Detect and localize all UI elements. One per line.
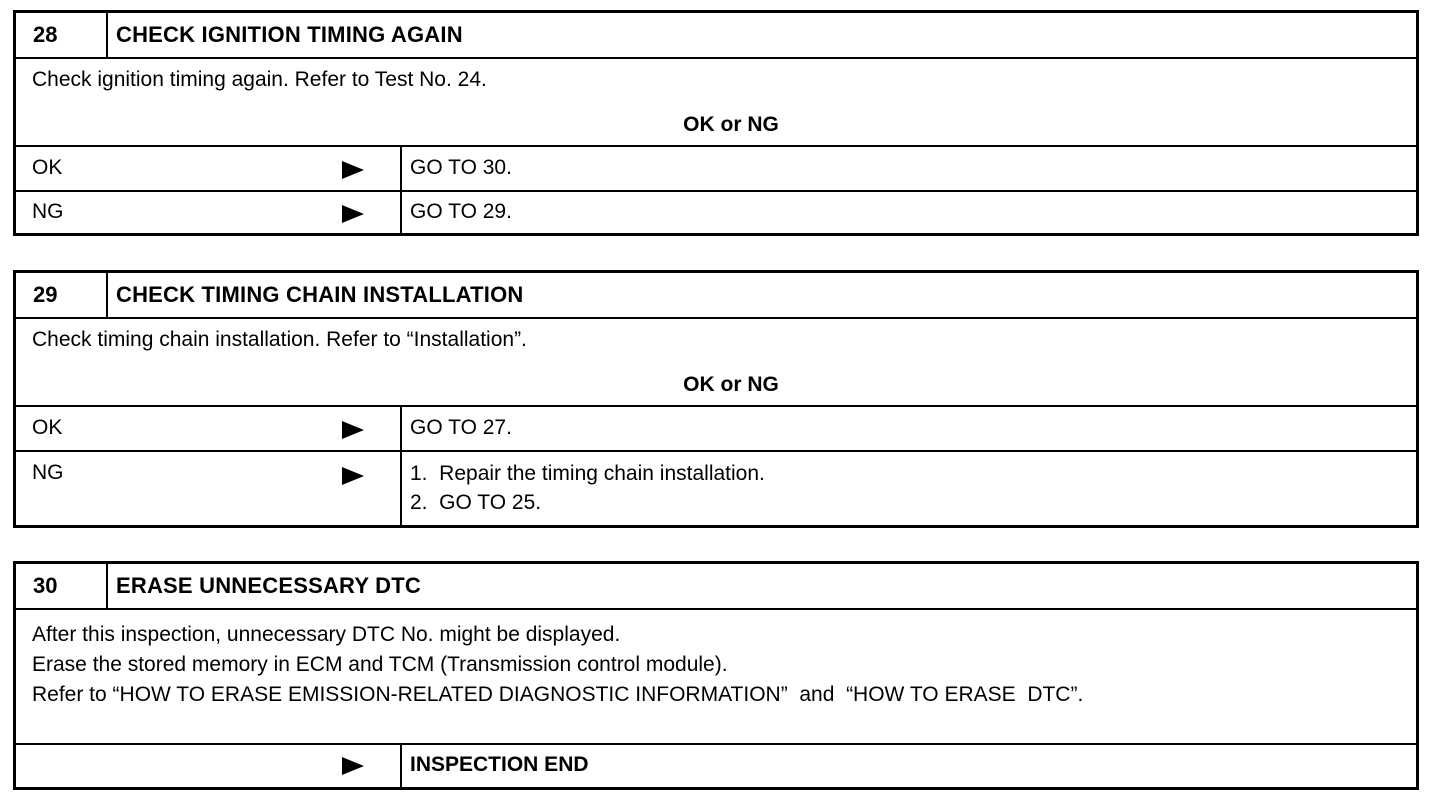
result-action: [402, 192, 1416, 236]
body-line: Check ignition timing again. Refer to Test No. 24.: [32, 68, 487, 91]
step-body: [16, 610, 1416, 745]
result-row-end: [16, 745, 1416, 787]
decision-label: OK or NG: [683, 373, 779, 396]
result-row-ok: [16, 407, 1416, 452]
step-body: [16, 319, 1416, 407]
result-condition: [16, 192, 402, 236]
body-line: Check timing chain installation. Refer to “Installation”.: [32, 328, 527, 351]
arrow-right-icon: [342, 467, 364, 485]
step-header: [16, 13, 1416, 59]
step-28: [13, 10, 1419, 236]
body-line: Refer to “HOW TO ERASE EMISSION-RELATED DIAGNOSTIC INFORMATION” and “HOW TO ERASE DTC”.: [32, 683, 1084, 706]
result-condition: [16, 407, 402, 450]
arrow-right-icon: [342, 757, 364, 775]
step-title: CHECK IGNITION TIMING AGAIN: [116, 22, 463, 47]
result-action: [402, 452, 1416, 527]
result-condition: [16, 452, 402, 527]
result-row-ng: [16, 192, 1416, 236]
body-line: After this inspection, unnecessary DTC No. might be displayed.: [32, 623, 621, 646]
result-condition: [16, 147, 402, 190]
result-row-ok: [16, 147, 1416, 192]
step-header: [16, 273, 1416, 319]
body-line: Erase the stored memory in ECM and TCM (Transmission control module).: [32, 653, 728, 676]
action-line: GO TO 29.: [410, 200, 512, 223]
result-row-ng: [16, 452, 1416, 527]
step-number: 28: [16, 13, 108, 57]
step-number: 30: [16, 564, 108, 608]
action-line: GO TO 27.: [410, 416, 512, 439]
condition-label: NG: [32, 200, 64, 223]
step-title: ERASE UNNECESSARY DTC: [116, 573, 421, 598]
arrow-right-icon: [342, 421, 364, 439]
action-line: 2. GO TO 25.: [410, 491, 542, 514]
action-line: 1. Repair the timing chain installation.: [410, 462, 765, 485]
arrow-right-icon: [342, 161, 364, 179]
step-30: [13, 561, 1419, 790]
action-line: GO TO 30.: [410, 156, 512, 179]
arrow-right-icon: [342, 205, 364, 223]
condition-label: OK: [32, 416, 63, 439]
step-body: [16, 59, 1416, 147]
step-header: [16, 564, 1416, 610]
result-action: [402, 745, 1416, 787]
result-action: [402, 407, 1416, 450]
result-condition: [16, 745, 402, 787]
action-line: INSPECTION END: [410, 753, 589, 776]
step-29: [13, 270, 1419, 528]
step-title: CHECK TIMING CHAIN INSTALLATION: [116, 282, 524, 307]
condition-label: NG: [32, 461, 64, 484]
decision-label: OK or NG: [683, 113, 779, 136]
result-action: [402, 147, 1416, 190]
step-number: 29: [16, 273, 108, 317]
condition-label: OK: [32, 156, 63, 179]
